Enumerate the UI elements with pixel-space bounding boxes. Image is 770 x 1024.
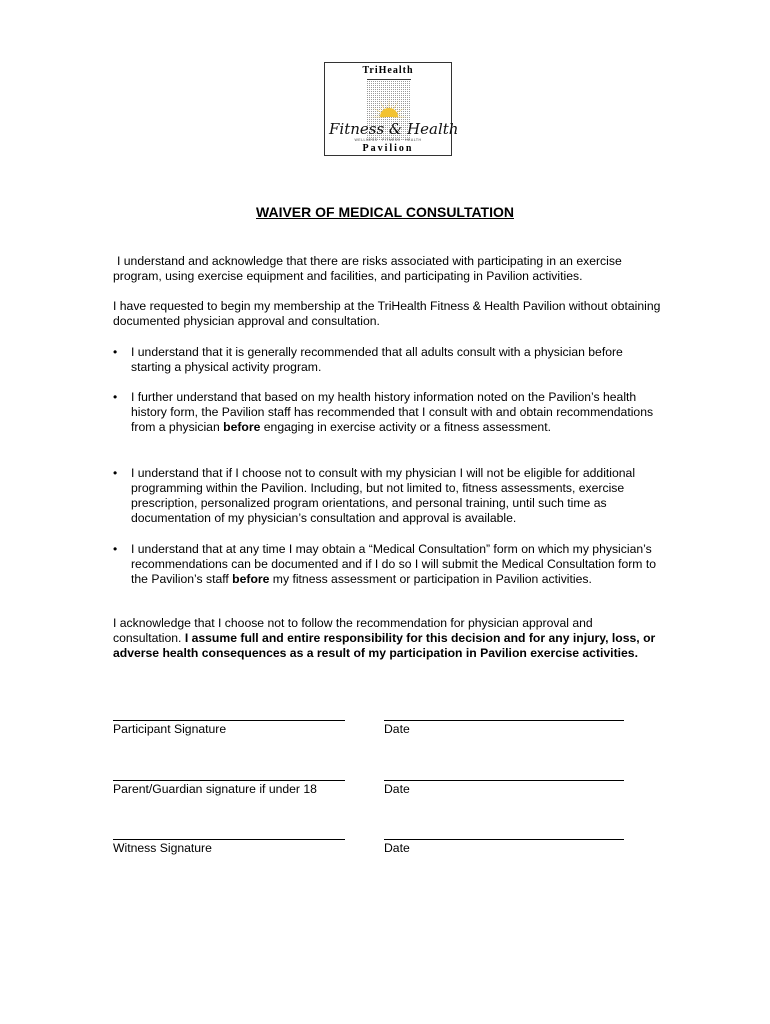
- bullet-marker: •: [113, 466, 118, 480]
- membership-paragraph: I have requested to begin my membership at the TriHealth Fitness & Health Pavilion without obtaining documented physician approval and consultation.: [113, 299, 661, 328]
- bullet-marker: •: [113, 345, 118, 359]
- logo-divider: [367, 79, 411, 80]
- acknowledgement-text: I acknowledge that I choose not to follow the recommendation for physician approval and consultation.: [113, 616, 593, 645]
- participant-signature-label: Participant Signature: [113, 722, 227, 736]
- intro-paragraph: I understand and acknowledge that there are risks associated with participating in an exercise program, using exercise equipment and facilities, and participating in Pavilion activities.: [113, 254, 622, 283]
- logo-tagline: WELLNESS · FITNESS · HEALTH: [354, 138, 422, 142]
- participant-date-line[interactable]: [384, 720, 624, 721]
- parent-date-line[interactable]: [384, 780, 624, 781]
- bullet-item-recommendation: I understand that it is generally recommended that all adults consult with a physician before starting a physical activity program.: [131, 345, 623, 374]
- bullet-text-part: engaging in exercise activity or a fitness assessment.: [260, 420, 551, 434]
- witness-date-line[interactable]: [384, 839, 624, 840]
- bullet-marker: •: [113, 542, 118, 556]
- bullet-marker: •: [113, 390, 118, 404]
- document-title: WAIVER OF MEDICAL CONSULTATION: [256, 204, 514, 220]
- participant-signature-line[interactable]: [113, 720, 345, 721]
- logo-script-text: Fitness & Health: [329, 120, 459, 138]
- parent-signature-line[interactable]: [113, 780, 345, 781]
- trihealth-logo: [324, 62, 459, 156]
- bullet-item-consultation-form: [131, 542, 661, 587]
- bullet-text-part: I further understand that based on my health history information noted on the Pavilion’s health history form, the Pavilion staff has recommended that I consult with and obtain recommendations from a physician: [131, 390, 654, 434]
- witness-date-label: Date: [384, 841, 410, 855]
- bullet-text-part: my fitness assessment or participation in Pavilion activities.: [269, 572, 592, 586]
- bullet-text-part: I understand that at any time I may obtain a “Medical Consultation” form on which my physician’s recommendations can be documented and if I do so I will submit the Medical Consultation form to the Pavilion’s staff: [131, 542, 657, 586]
- bullet-item-eligibility: I understand that if I choose not to consult with my physician I will not be eligible for additional programming within the Pavilion. Including, but not limited to, fitness assessments, exercise prescription, personalized program orientations, and personal training, until such time as documentation of my physician’s consultation and approval is available.: [131, 466, 636, 525]
- bullet-emphasis: before: [223, 420, 261, 434]
- acknowledgement-emphasis: I assume full and entire responsibility for this decision and for any injury, loss, or adverse health consequences as a result of my participation in Pavilion exercise activities.: [113, 631, 656, 660]
- bullet-item-staff-recommendation: [131, 390, 661, 435]
- acknowledgement-paragraph: [113, 616, 661, 661]
- parent-date-label: Date: [384, 782, 410, 796]
- witness-signature-label: Witness Signature: [113, 841, 212, 855]
- logo-top-text: TriHealth: [362, 65, 414, 76]
- logo-bottom-text: Pavilion: [362, 143, 414, 154]
- bullet-emphasis: before: [232, 572, 270, 586]
- participant-date-label: Date: [384, 722, 410, 736]
- parent-signature-label: Parent/Guardian signature if under 18: [113, 782, 317, 796]
- witness-signature-line[interactable]: [113, 839, 345, 840]
